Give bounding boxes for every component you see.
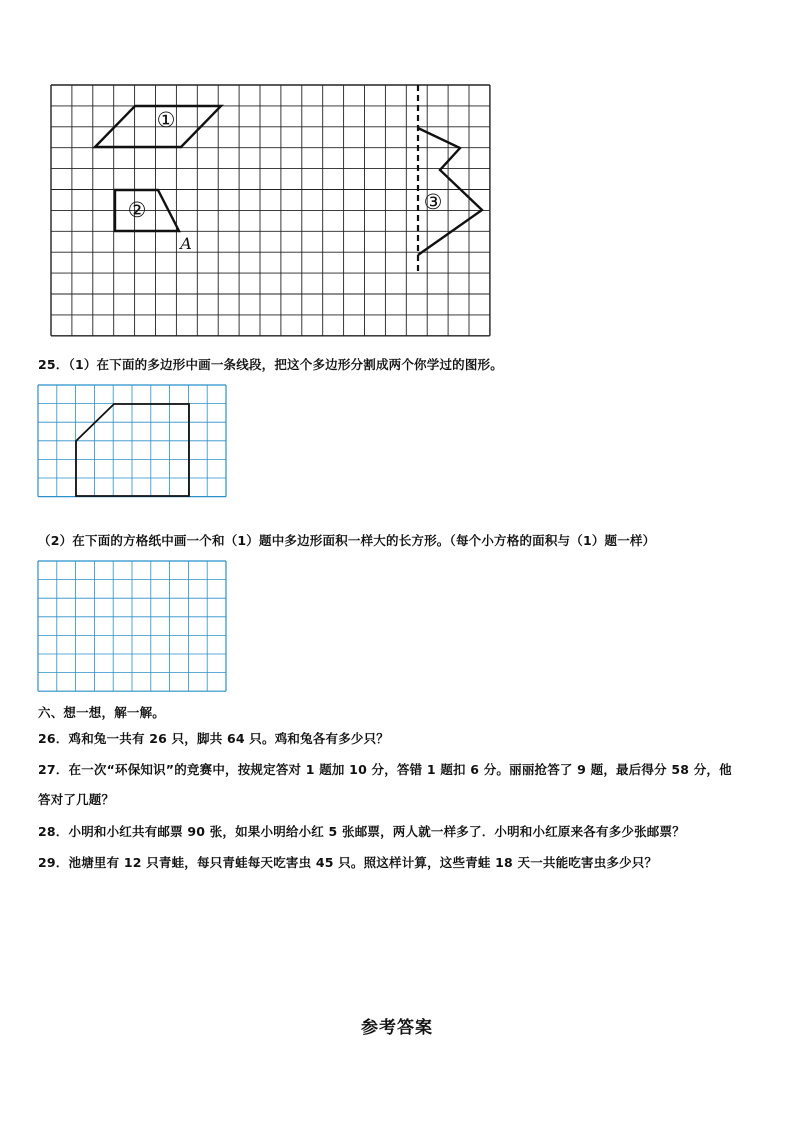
- question-27-line-1: 27．在一次“环保知识”的竞赛中，按规定答对 1 题加 10 分，答错 1 题扣 6 分。丽丽抢答了 9 题，最后得分 58 分，他: [38, 762, 732, 777]
- question-29: 29．池塘里有 12 只青蛙，每只青蛙每天吃害虫 45 只。照这样计算，这些青蛙 18 天一共能吃害虫多少只？: [38, 855, 658, 870]
- point-label-a: A: [180, 234, 192, 253]
- label-circled-3: ③: [423, 190, 443, 214]
- grid-lines: [38, 561, 226, 691]
- answers-title: 参考答案: [361, 1018, 433, 1038]
- question-25-part-1: 25．（1）在下面的多边形中画一条线段，把这个多边形分割成两个你学过的图形。: [38, 357, 503, 372]
- question-28: 28．小明和小红共有邮票 90 张，如果小明给小红 5 张邮票，两人就一样多了．小明和小红原来各有多少张邮票？: [38, 824, 685, 839]
- question-27-line-2: 答对了几题？: [38, 792, 115, 807]
- question-25-part-2: （2）在下面的方格纸中画一个和（1）题中多边形面积一样大的长方形。（每个小方格的面积与（1）题一样）: [38, 533, 656, 548]
- question-26: 26．鸡和兔一共有 26 只，脚共 64 只。鸡和兔各有多少只？: [38, 731, 389, 746]
- section-6-heading: 六、想一想，解一解。: [38, 705, 166, 720]
- label-circled-2: ②: [127, 198, 147, 222]
- label-circled-1: ①: [156, 108, 176, 132]
